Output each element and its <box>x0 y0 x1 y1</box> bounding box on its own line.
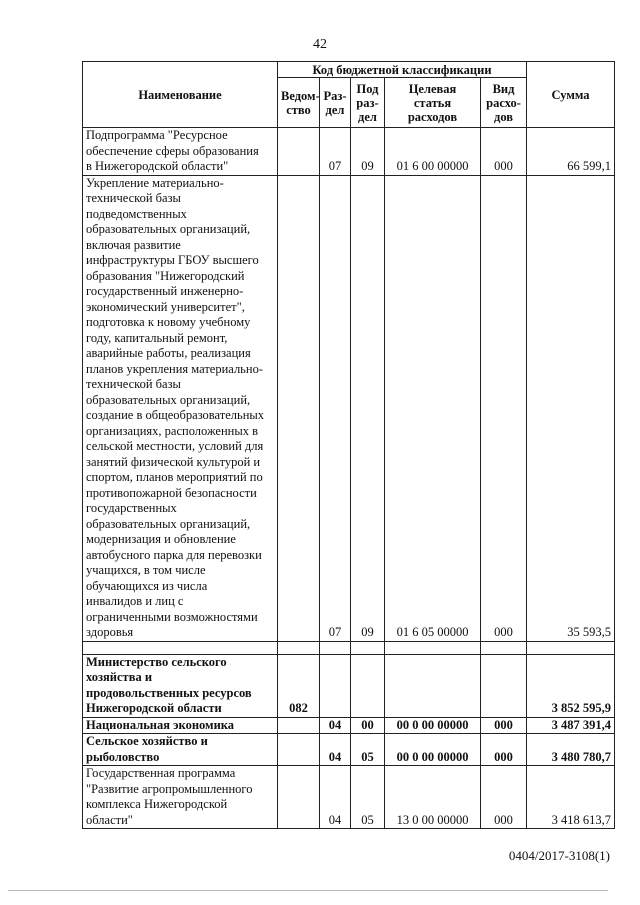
row-razdel-cell: 07 <box>320 128 351 176</box>
row-vedomstvo-cell <box>278 734 320 766</box>
table-row <box>83 641 615 654</box>
row-expense-type-cell: 000 <box>481 717 527 734</box>
spacer-cell <box>527 641 615 654</box>
header-razdel: Раз- дел <box>320 78 351 128</box>
header-sum: Сумма <box>527 62 615 128</box>
row-expense-type-cell: 000 <box>481 766 527 829</box>
scan-artifact <box>8 890 608 891</box>
row-expense-type-cell: 000 <box>481 734 527 766</box>
table-row <box>83 654 615 717</box>
row-vedomstvo-cell: 082 <box>278 654 320 717</box>
table-body <box>83 128 615 829</box>
table-row <box>83 128 615 176</box>
row-razdel-cell: 04 <box>320 717 351 734</box>
spacer-cell <box>278 641 320 654</box>
header-expense-type: Вид расхо- дов <box>481 78 527 128</box>
table-row <box>83 734 615 766</box>
row-podrazdel-cell: 05 <box>351 766 385 829</box>
table-row <box>83 175 615 641</box>
row-name-cell: Национальная экономика <box>83 717 278 734</box>
row-name-cell: Подпрограмма "Ресурсное обеспечение сферы образования в Нижегородской области" <box>83 128 278 176</box>
row-razdel-cell: 04 <box>320 766 351 829</box>
row-sum-cell: 35 593,5 <box>527 175 615 641</box>
spacer-cell <box>320 641 351 654</box>
row-sum-cell: 66 599,1 <box>527 128 615 176</box>
row-name-cell: Сельское хозяйство и рыболовство <box>83 734 278 766</box>
row-expense-type-cell: 000 <box>481 128 527 176</box>
row-target-article-cell: 01 6 05 00000 <box>385 175 481 641</box>
row-sum-cell: 3 418 613,7 <box>527 766 615 829</box>
budget-table <box>82 61 615 829</box>
header-vedomstvo: Ведом- ство <box>278 78 320 128</box>
row-razdel-cell: 07 <box>320 175 351 641</box>
row-target-article-cell: 01 6 00 00000 <box>385 128 481 176</box>
row-razdel-cell: 04 <box>320 734 351 766</box>
row-podrazdel-cell <box>351 654 385 717</box>
page-number: 42 <box>313 37 327 52</box>
spacer-cell <box>385 641 481 654</box>
table-row <box>83 766 615 829</box>
spacer-cell <box>481 641 527 654</box>
spacer-cell <box>83 641 278 654</box>
row-name-cell: Государственная программа "Развитие агропромышленного комплекса Нижегородской области" <box>83 766 278 829</box>
row-vedomstvo-cell <box>278 128 320 176</box>
row-expense-type-cell: 000 <box>481 175 527 641</box>
row-target-article-cell: 00 0 00 00000 <box>385 734 481 766</box>
row-podrazdel-cell: 05 <box>351 734 385 766</box>
row-podrazdel-cell: 00 <box>351 717 385 734</box>
row-target-article-cell <box>385 654 481 717</box>
row-vedomstvo-cell <box>278 717 320 734</box>
table-row <box>83 717 615 734</box>
header-target-article: Целевая статья расходов <box>385 78 481 128</box>
row-razdel-cell <box>320 654 351 717</box>
header-podrazdel: Под раз- дел <box>351 78 385 128</box>
row-podrazdel-cell: 09 <box>351 175 385 641</box>
row-name-cell: Укрепление материально- технической базы подведомственных образовательных организаций, включая развитие инфраструктуры ГБОУ высшего образования "Нижегородский государственный инженерно- экономический университет", подготовка к новому учебному году, капитальный ремонт, аварийные работы, реализация планов укрепления материально- технической базы образовательных организаций, создание в общеобразовательных организациях, расположенных в сельской местности, условий для занятий физической культурой и спортом, планов мероприятий по противопожарной безопасности государственных образовательных организаций, модернизация и обновление автобусного парка для перевозки учащихся, в том числе обучающихся из числа инвалидов и лиц с ограниченными возможностями здоровья <box>83 175 278 641</box>
row-expense-type-cell <box>481 654 527 717</box>
row-sum-cell: 3 480 780,7 <box>527 734 615 766</box>
header-name: Наименование <box>83 62 278 128</box>
row-podrazdel-cell: 09 <box>351 128 385 176</box>
row-sum-cell: 3 852 595,9 <box>527 654 615 717</box>
spacer-cell <box>351 641 385 654</box>
row-vedomstvo-cell <box>278 766 320 829</box>
row-sum-cell: 3 487 391,4 <box>527 717 615 734</box>
row-name-cell: Министерство сельского хозяйства и продовольственных ресурсов Нижегородской области <box>83 654 278 717</box>
row-target-article-cell: 00 0 00 00000 <box>385 717 481 734</box>
row-target-article-cell: 13 0 00 00000 <box>385 766 481 829</box>
header-classification-group: Код бюджетной классификации <box>278 62 527 78</box>
row-vedomstvo-cell <box>278 175 320 641</box>
document-code: 0404/2017-3108(1) <box>508 848 610 863</box>
